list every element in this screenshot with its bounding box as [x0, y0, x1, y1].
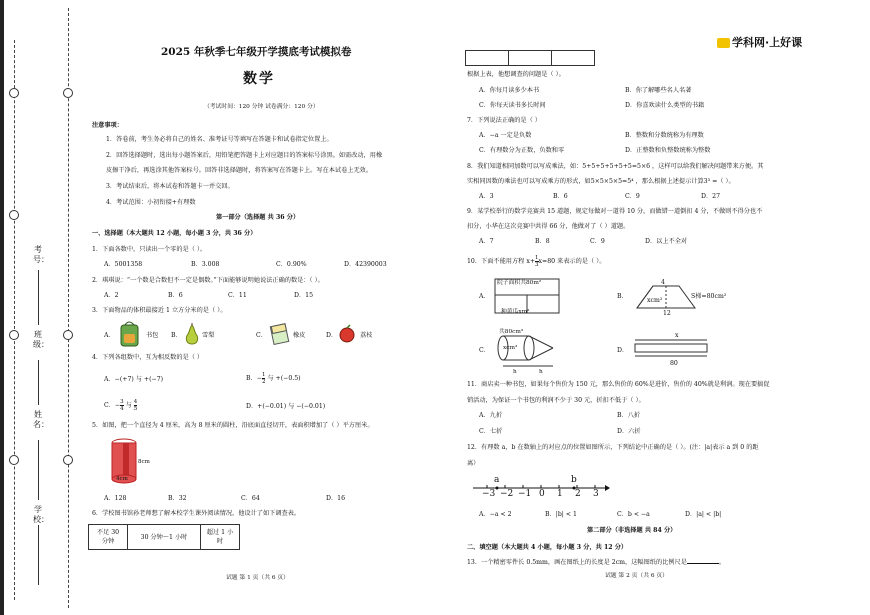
q4-c-mid: 与 — [125, 402, 132, 409]
q10-opt-a: A． — [479, 293, 490, 300]
q5-opt-d: D．16 — [326, 495, 346, 502]
q1-opt-a: A．5001358 — [104, 261, 143, 268]
q7-stem: 7．下列说法正确的是（ ） — [467, 117, 541, 124]
q6-opt-c: C．你每天读书多长时间 — [479, 102, 546, 109]
q4-b-fraction — [262, 372, 266, 385]
q10-post: x=80 来表示的是（ ）。 — [538, 258, 606, 265]
q9-opt-d: D．以上不全对 — [645, 238, 688, 245]
exam-title: 2025 年秋季七年级开学摸底考试模拟卷 — [161, 46, 352, 58]
q10-den: 3 — [535, 262, 539, 268]
q12-tick: −1 — [518, 489, 532, 499]
q4-opt-d: D．+(−0.01) 与 −(−0.01) — [246, 403, 326, 410]
survey-row — [466, 51, 595, 66]
binding-margin — [0, 0, 80, 615]
q9-opt-a: A．7 — [479, 238, 494, 245]
q4-b-post: 与 +(−0.5) — [267, 375, 301, 382]
q10-segment-figure — [633, 334, 713, 362]
q4-c-den2: 5 — [133, 406, 138, 412]
section1-heading: 一、选择题（本大题共 12 小题，每小题 3 分，共 36 分） — [92, 230, 257, 237]
q9-stem-2: 扣分，小华在这次竞赛中共得 66 分，他做对了（ ）道题。 — [467, 223, 630, 230]
notice-4: 4．考试范围：小初衔接+有理数 — [106, 199, 196, 206]
q9-stem-1: 9．某学校举行的数学竞赛共 15 道题，规定每做对一道得 10 分，而做错一道倒扣 4 分，不做则不得分也不 — [467, 208, 763, 215]
q2-opt-a: A．2 — [104, 292, 119, 299]
logo-text: 学科网·上好课 — [732, 36, 803, 49]
q1-opt-d: D．42390003 — [344, 261, 387, 268]
q10-opt-c: C． — [479, 347, 490, 354]
section2-heading: 二、填空题（本大题共 4 小题，每小题 3 分，共 12 分） — [467, 544, 628, 551]
school-write-line — [38, 525, 39, 585]
binding-circle — [9, 455, 19, 465]
q11-opt-b: B．八折 — [617, 412, 641, 419]
q3-opt-b: B． — [171, 332, 182, 339]
q10-b-bottom: 12 — [663, 310, 671, 317]
binding-circle — [63, 455, 73, 465]
q10-b-total: S梯=80cm² — [691, 293, 727, 300]
page-left — [86, 0, 441, 615]
q13-stem: 13．一个精密零件长 0.5mm，画在图纸上的长度是 2cm，这幅图纸的比例尺是 。 — [467, 559, 726, 566]
binding-circle — [9, 88, 19, 98]
q4-b-num: 1 — [261, 372, 266, 378]
name-write-line — [38, 440, 39, 500]
q5-stem: 5．如图，把一个直径为 4 厘米，高为 8 厘米的圆柱，沿底面直径切开，表面积增加了（ ）平方厘米。 — [92, 422, 374, 429]
q3-stem: 3．下面物品的体积最接近 1 立方分米的是（ ）。 — [92, 307, 227, 314]
q6-stem: 6．学校图书馆孙老师想了解本校学生课外阅读情况，他设计了如下调查表。 — [92, 510, 301, 517]
q12-tick: 1 — [557, 489, 563, 499]
q11-opt-a: A．九折 — [479, 412, 503, 419]
notice-2: 2．回答选择题时，选出每小题答案后，用铅笔把答题卡上对应题目的答案标号涂黑。如需改动，用橡 — [106, 152, 383, 159]
q9-opt-b: B．8 — [535, 238, 550, 245]
q10-d-80: 80 — [670, 360, 678, 367]
q5-diameter-label: 4cm — [116, 476, 128, 482]
schoolbag-icon — [116, 320, 144, 348]
examno-field-label: 考号： — [33, 245, 49, 264]
pear-icon — [183, 322, 201, 346]
q10-a-label-1: 院子面积共80m² — [497, 280, 542, 286]
q1-opt-c: C．0.90% — [276, 261, 307, 268]
q12-point-b: b — [571, 475, 577, 485]
q10-c-total: 共80cm³ — [499, 329, 524, 335]
q6-question: 根据上表，他想调查的问题是（ ）。 — [467, 71, 565, 78]
q12-opt-c: C．b < −a — [617, 511, 650, 518]
q12-tick: 0 — [539, 489, 545, 499]
q7-opt-d: D．正整数和负整数统称为整数 — [625, 147, 711, 154]
exam-subject: 数学 — [243, 71, 275, 87]
q4-c-fraction1 — [120, 399, 124, 412]
inner-dash-line — [68, 8, 69, 608]
q10-a-label-2: 种黄瓜xm² — [501, 309, 530, 315]
q12-opt-d: D．|a| < |b| — [685, 511, 722, 518]
q2-opt-c: C．11 — [228, 292, 247, 299]
q11-stem-1: 11．商店卖一种书包，如果每个售价为 150 元，那么售价的 60%是进价，售价的 40%就是利润。现在要搞促 — [467, 381, 770, 388]
part2-heading: 第二部分（非选择题 共 84 分） — [587, 527, 677, 534]
q4-c-num1: 3 — [120, 399, 124, 405]
name-field-label: 姓名： — [33, 410, 49, 429]
outer-dash-line — [14, 40, 15, 600]
q7-opt-b: B．整数和分数统称为有理数 — [625, 132, 704, 139]
q10-num: 1 — [535, 255, 539, 261]
lychee-icon — [338, 324, 356, 344]
q3-opt-d: D． — [326, 332, 338, 339]
q6-opt-d: D．你喜欢读什么类型的书籍 — [625, 102, 705, 109]
q4-c-prefix: C． — [104, 402, 115, 409]
q8-opt-d: D．27 — [701, 193, 721, 200]
q2-opt-b: B．6 — [168, 292, 183, 299]
q10-b-top: 4 — [661, 279, 665, 286]
q12-tick: 3 — [593, 489, 599, 499]
survey-cell — [552, 51, 595, 66]
q4-c-num2: 4 — [133, 399, 138, 405]
q10-opt-d: D． — [617, 347, 629, 354]
q5-opt-c: C．64 — [241, 495, 260, 502]
class-field-label: 班级： — [33, 330, 49, 349]
page-footer-right: 试题 第 2 页（共 6 页） — [605, 573, 668, 579]
q1-opt-b: B．3.008 — [191, 261, 220, 268]
q12-point-a: a — [494, 475, 500, 485]
school-field-label: 学校： — [33, 505, 49, 524]
q3-opt-a-label: 书包 — [146, 332, 159, 339]
q5-height-label: 8cm — [138, 459, 150, 465]
q4-c-fraction2 — [134, 399, 138, 412]
q3-opt-c: C． — [256, 332, 267, 339]
q7-opt-a: A．−a 一定是负数 — [479, 132, 532, 139]
survey-table — [88, 524, 240, 550]
survey-cell: 不足 30 分钟 — [89, 525, 128, 550]
q10-b-area: xcm² — [647, 297, 663, 304]
q8-stem-2: 实相同因数的乘法也可以写成乘方的形式，如5×5×5×5=5⁴ ，那么根据上述提示计算3³ =（ ）。 — [467, 178, 735, 185]
q2-stem: 2．琪琪说：“一个数是合数但不一定是偶数。”下面能够说明她说法正确的数是：（ ）。 — [92, 277, 324, 284]
exam-info: （考试时间：120 分钟 试卷满分：120 分） — [204, 104, 319, 110]
q4-opt-b: B．− $\frac{1}{2}$ 与 +(−0.5) — [246, 372, 301, 385]
q10-opt-b: B． — [617, 293, 628, 300]
q8-opt-c: C．9 — [625, 193, 640, 200]
q4-opt-a: A．−(+7) 与 +(−7) — [104, 376, 164, 383]
part1-heading: 第一部分（选择题 共 36 分） — [216, 214, 300, 221]
q8-opt-a: A．3 — [479, 193, 494, 200]
q11-opt-d: D．六折 — [617, 428, 641, 435]
q13-text: 13．一个精密零件长 0.5mm，画在图纸上的长度是 2cm，这幅图纸的比例尺是 — [467, 559, 687, 566]
q8-stem-1: 8．我们知道相同加数可以写成乘法，如：5+5+5+5+5+5=5×6 ，这样可以给我们解决问题带来方便。其 — [467, 163, 764, 170]
survey-cell: 30 分钟～1 小时 — [128, 525, 201, 550]
q1-stem: 1．下面各数中，只读出一个零的是（ ）。 — [92, 246, 207, 253]
q4-opt-c: C．− $\frac{3}{4}$ 与 $\frac{4}{5}$ — [104, 399, 138, 412]
notice-heading: 注意事项： — [92, 122, 123, 129]
q9-opt-c: C．9 — [590, 238, 605, 245]
survey-table-continued — [465, 50, 595, 66]
page-footer-left: 试题 第 1 页（共 6 页） — [226, 575, 289, 581]
q4-c-den1: 4 — [120, 406, 124, 412]
q11-stem-2: 销活动，为保证一个书包的利润不少于 30 元，折扣不低于（ ）。 — [467, 397, 645, 404]
q6-opt-b: B．你了解哪些名人名著 — [625, 87, 692, 94]
survey-cell: 超过 1 小时 — [201, 525, 240, 550]
binding-circle — [63, 88, 73, 98]
q7-opt-c: C．有理数分为正数，负数和零 — [479, 147, 565, 154]
q12-stem-1: 12．有理数 a，b 在数轴上的对应点的位置如图所示，下列结论中正确的是（ ）。(注：|a|表示 a 到 0 的距 — [467, 444, 759, 451]
binding-black-bar — [0, 0, 4, 615]
eraser-icon — [268, 320, 292, 346]
q10-stem — [467, 255, 605, 268]
q8-opt-b: B．6 — [553, 193, 568, 200]
q12-opt-a: A．−a < 2 — [479, 511, 512, 518]
q10-d-x: x — [675, 332, 679, 339]
q11-opt-c: C．七折 — [479, 428, 503, 435]
examno-write-line — [38, 270, 39, 325]
notice-2b: 皮擦干净后，再选涂其他答案标号。回答非选择题时，将答案写在答题卡上。写在本试卷上无效。 — [106, 167, 373, 174]
q6-opt-a: A．你每月读多少本书 — [479, 87, 540, 94]
q10-c-volume: xcm³ — [503, 345, 518, 351]
binding-circle — [63, 330, 73, 340]
q10-c-h1: h — [513, 369, 517, 375]
q3-opt-c-label: 橡皮 — [293, 332, 306, 339]
q5-opt-a: A．128 — [104, 495, 127, 502]
q12-tick: 2 — [575, 489, 581, 499]
page-right — [465, 0, 845, 615]
q12-tick: −3 — [482, 489, 496, 499]
q3-opt-b-label: 雪梨 — [202, 332, 215, 339]
q3-opt-d-label: 荔枝 — [360, 332, 373, 339]
q12-tick: −2 — [500, 489, 514, 499]
q10-pre: 10．下面不能用方程 x+ — [467, 258, 536, 265]
binding-circle — [9, 210, 19, 220]
survey-cell — [466, 51, 509, 66]
q2-opt-d: D．15 — [294, 292, 314, 299]
survey-cell — [509, 51, 552, 66]
q4-b-den: 2 — [261, 379, 266, 385]
class-write-line — [38, 360, 39, 405]
q12-stem-2: 离） — [467, 460, 480, 467]
q3-opt-a: A． — [104, 332, 115, 339]
notice-3: 3．考试结束后，将本试卷和答题卡一并交回。 — [106, 183, 234, 190]
binding-circle — [9, 330, 19, 340]
q13-answer-blank[interactable] — [687, 563, 719, 564]
q12-opt-b: B．|b| < 1 — [545, 511, 577, 518]
survey-row — [89, 525, 240, 550]
q5-opt-b: B．32 — [168, 495, 187, 502]
q4-stem: 4．下列各组数中，互为相反数的是（ ） — [92, 354, 204, 361]
notice-1: 1．答卷前，考生务必将自己的姓名、准考证号等填写在答题卡和试卷指定位置上。 — [106, 136, 333, 143]
q4-b-prefix: B． — [246, 375, 257, 382]
q10-c-h2: h — [539, 369, 543, 375]
